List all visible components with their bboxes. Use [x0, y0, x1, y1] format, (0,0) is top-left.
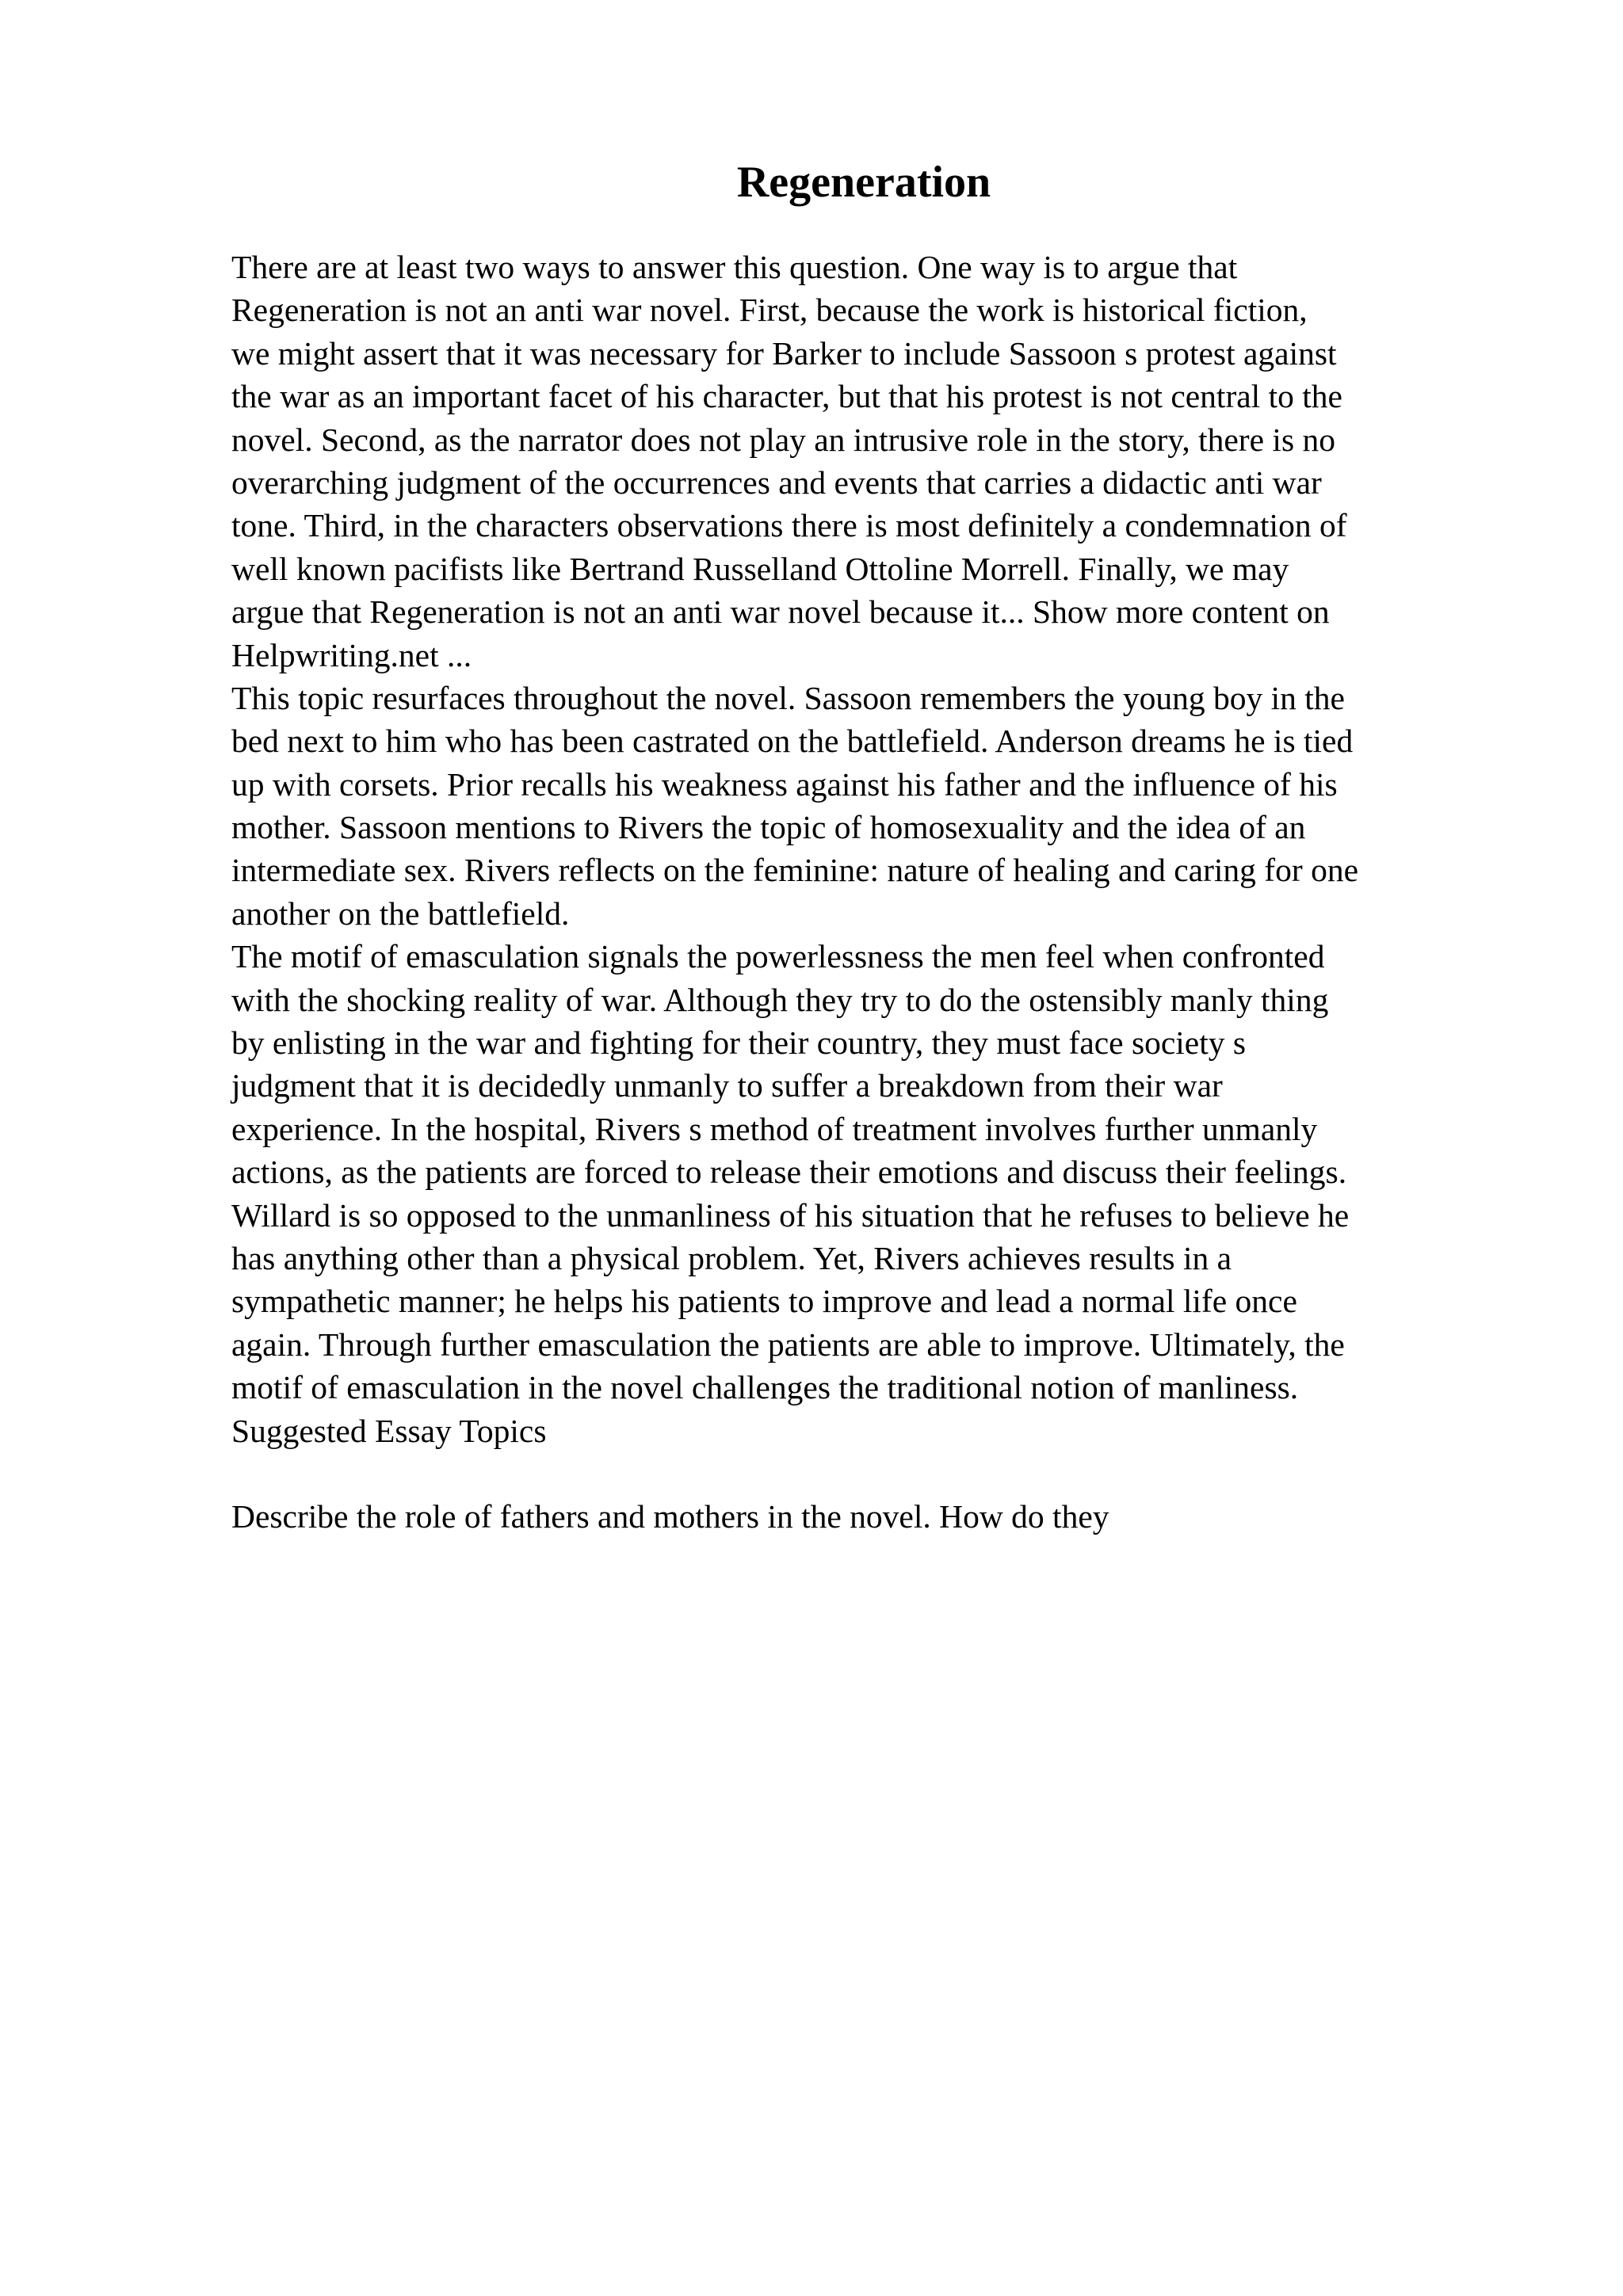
- text-line: intermediate sex. Rivers reflects on the feminine: nature of healing and caring for one: [231, 852, 1358, 889]
- text-line: sympathetic manner; he helps his patients to improve and lead a normal life once: [231, 1283, 1297, 1320]
- text-line: novel. Second, as the narrator does not play an intrusive role in the story, there is no: [231, 421, 1335, 458]
- text-line: up with corsets. Prior recalls his weakness against his father and the influence of his: [231, 765, 1338, 803]
- document-body: [231, 246, 1499, 1539]
- text-line: by enlisting in the war and fighting for their country, they must face society s: [231, 1024, 1247, 1062]
- paragraph-1: [231, 246, 1499, 677]
- final-line: Describe the role of fathers and mothers in the novel. How do they: [231, 1498, 1109, 1535]
- text-line: has anything other than a physical problem. Yet, Rivers achieves results in a: [231, 1239, 1232, 1276]
- text-line: Regeneration is not an anti war novel. First, because the work is historical fiction,: [231, 292, 1308, 329]
- text-line: the war as an important facet of his character, but that his protest is not central to the: [231, 378, 1342, 415]
- text-line: bed next to him who has been castrated on the battlefield. Anderson dreams he is tied: [231, 723, 1354, 760]
- text-line: again. Through further emasculation the patients are able to improve. Ultimately, the: [231, 1325, 1345, 1363]
- blank-line: [231, 1452, 1499, 1495]
- paragraph-3: [231, 935, 1499, 1409]
- text-line: we might assert that it was necessary for Barker to include Sassoon s protest against: [231, 334, 1337, 372]
- text-line: another on the battlefield.: [231, 894, 570, 932]
- text-line: The motif of emasculation signals the powerlessness the men feel when confronted: [231, 938, 1325, 975]
- text-line: argue that Regeneration is not an anti war novel because it... Show more content on: [231, 593, 1330, 631]
- text-line: This topic resurfaces throughout the novel. Sassoon remembers the young boy in the: [231, 679, 1345, 716]
- text-line: Helpwriting.net ...: [231, 636, 472, 673]
- text-line: tone. Third, in the characters observations there is most definitely a condemnation of: [231, 507, 1347, 544]
- text-line: There are at least two ways to answer this question. One way is to argue that: [231, 249, 1238, 285]
- paragraph-2: [231, 677, 1499, 935]
- text-line: judgment that it is decidedly unmanly to suffer a breakdown from their war: [231, 1067, 1223, 1104]
- text-line: overarching judgment of the occurrences and events that carries a didactic anti war: [231, 463, 1322, 501]
- text-line: mother. Sassoon mentions to Rivers the topic of homosexuality and the idea of an: [231, 809, 1306, 846]
- text-line: actions, as the patients are forced to release their emotions and discuss their feelings.: [231, 1154, 1347, 1191]
- text-line: experience. In the hospital, Rivers s method of treatment involves further unmanly: [231, 1110, 1318, 1147]
- text-line: Willard is so opposed to the unmanliness of his situation that he refuses to believe he: [231, 1196, 1350, 1234]
- document-title: Regeneration: [736, 158, 991, 207]
- section-heading: Suggested Essay Topics: [231, 1412, 547, 1449]
- text-line: with the shocking reality of war. Although they try to do the ostensibly manly thing: [231, 981, 1329, 1018]
- text-line: motif of emasculation in the novel challenges the traditional notion of manliness.: [231, 1369, 1299, 1406]
- text-line: well known pacifists like Bertrand Russelland Ottoline Morrell. Finally, we may: [231, 550, 1289, 587]
